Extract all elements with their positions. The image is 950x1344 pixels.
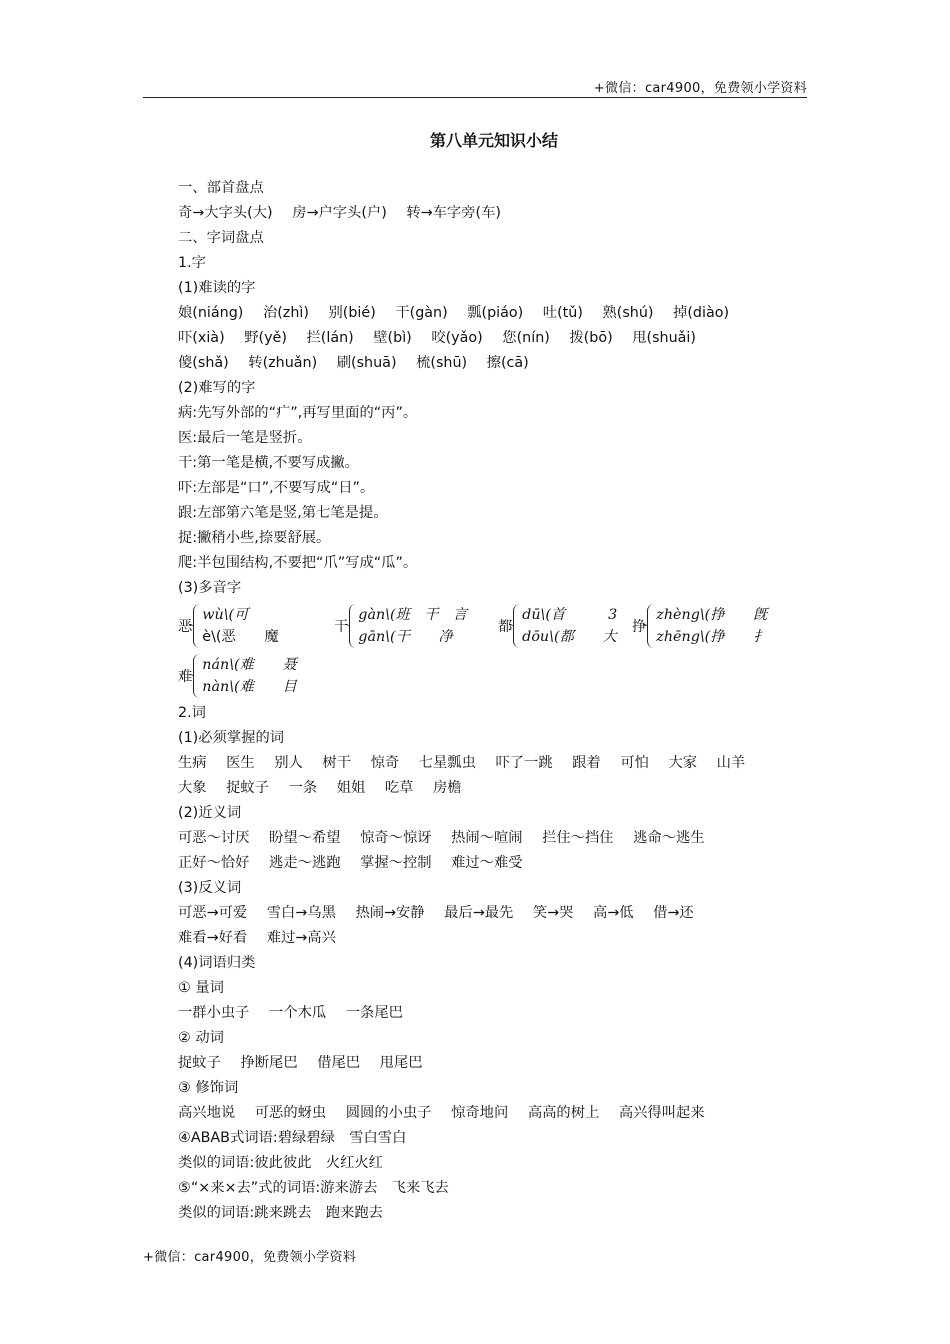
list-item: 转(zhuǎn)	[248, 355, 318, 371]
list-item: 傻(shǎ)	[178, 355, 229, 371]
list-item: 挣断尾巴	[240, 1055, 298, 1071]
category-heading: ① 量词	[178, 980, 224, 996]
list-item: 热闹～喧闹	[451, 830, 523, 846]
list-item: 最后→最先	[444, 905, 514, 921]
list-item: 惊奇	[370, 755, 400, 771]
list-item: 捉蚊子	[226, 780, 270, 796]
sub-heading: (1)难读的字	[178, 280, 256, 296]
polyphone-item	[498, 604, 626, 648]
category-line: ④ABAB式词语:碧绿碧绿 雪白雪白	[178, 1130, 407, 1146]
word-row	[178, 1051, 818, 1076]
list-item: 咬(yǎo)	[431, 330, 483, 346]
polyphone-reading: zhèng\(挣 旣	[656, 607, 768, 623]
list-item: 惊奇地问	[451, 1105, 509, 1121]
polyphone-reading: zhēng\(挣 扌	[656, 629, 768, 645]
word-row	[178, 1001, 818, 1026]
category-heading: ③ 修饰词	[178, 1080, 239, 1096]
note-line: 爬:半包围结构,不要把“爪”写成“瓜”。	[178, 555, 418, 571]
list-item: 树干	[322, 755, 352, 771]
header-rule	[143, 97, 807, 98]
list-item: 瓢(piáo)	[467, 305, 524, 321]
polyphone-reading: wù\(可	[202, 607, 249, 623]
category-line: ⑤“×来×去”式的词语:游来游去 飞来飞去	[178, 1180, 449, 1196]
note-line: 干:第一笔是横,不要写成撇。	[178, 455, 359, 471]
list-item: 吓(xià)	[178, 330, 225, 346]
section-heading: 一、部首盘点	[178, 180, 264, 196]
list-item: 医生	[226, 755, 255, 771]
list-item: 可恶的蚜虫	[254, 1105, 327, 1121]
page-title: 第八单元知识小结	[429, 131, 558, 150]
polyphone-reading: è\(恶 魔	[202, 629, 279, 645]
hard-read-row	[178, 326, 818, 351]
sub-heading: (2)难写的字	[178, 380, 256, 396]
polyphone-char: 挣	[632, 619, 647, 635]
list-item: 盼望～希望	[269, 830, 341, 846]
note-line: 跟:左部第六笔是竖,第七笔是提。	[178, 505, 388, 521]
brace-icon	[193, 604, 200, 648]
list-item: 高兴得叫起来	[618, 1105, 705, 1121]
polyphone-item	[178, 604, 328, 648]
list-item: 别人	[274, 755, 303, 771]
list-item: 梳(shū)	[416, 355, 468, 371]
sub-heading: (2)近义词	[178, 805, 242, 821]
brace-icon	[193, 654, 200, 698]
list-item: 刷(shuā)	[336, 355, 397, 371]
list-item: 逃命～逃生	[633, 830, 705, 846]
list-item: 难看→好看	[178, 930, 248, 946]
word-row	[178, 826, 818, 851]
list-item: 一条	[288, 780, 318, 796]
document-body	[178, 176, 818, 1226]
sub-heading: (3)多音字	[178, 580, 242, 596]
word-row	[178, 1101, 818, 1126]
polyphone-char: 难	[178, 669, 193, 685]
list-item: 七星瓢虫	[418, 755, 476, 771]
list-item: 大象	[178, 780, 207, 796]
list-item: 难过～难受	[451, 855, 523, 871]
list-item: 一群小虫子	[178, 1005, 250, 1021]
polyphone-row	[178, 601, 818, 651]
word-row	[178, 851, 818, 876]
list-item: 别(bié)	[328, 305, 376, 321]
word-row	[178, 751, 818, 776]
category-line: 类似的词语:彼此彼此 火红火红	[178, 1155, 383, 1171]
list-item: 熟(shú)	[602, 305, 654, 321]
list-item: 难过→高兴	[266, 930, 336, 946]
list-item: 可恶→可爱	[178, 905, 248, 921]
radical-list	[178, 201, 818, 226]
list-item: 圆圆的小虫子	[345, 1105, 432, 1121]
note-line: 吓:左部是“口”,不要写成“日”。	[178, 480, 375, 496]
list-item: 一条尾巴	[345, 1005, 403, 1021]
list-item: 拦(lán)	[306, 330, 354, 346]
note-line: 捉:撇稍小些,捺要舒展。	[178, 530, 331, 546]
list-item: 房檐	[433, 780, 462, 796]
note-line: 医:最后一笔是竖折。	[178, 430, 312, 446]
polyphone-reading: gàn\(班 干 言	[358, 607, 468, 623]
polyphone-reading: dōu\(都 大	[522, 629, 617, 645]
sub-heading: 1.字	[178, 255, 206, 271]
word-row	[178, 901, 818, 926]
sub-heading: (1)必须掌握的词	[178, 730, 285, 746]
list-item: 您(nín)	[502, 330, 550, 346]
list-item: 娘(niáng)	[178, 305, 244, 321]
list-item: 大家	[668, 755, 698, 771]
list-item: 逃走～逃跑	[269, 855, 341, 871]
list-item: 掉(diào)	[673, 305, 730, 321]
list-item: 掌握～控制	[360, 855, 432, 871]
hard-read-row	[178, 301, 818, 326]
list-item: 一个木瓜	[269, 1005, 327, 1021]
word-row	[178, 776, 818, 801]
list-item: 干(gàn)	[395, 305, 448, 321]
category-heading: ② 动词	[178, 1030, 224, 1046]
polyphone-char: 恶	[178, 619, 193, 635]
note-line: 病:先写外部的“疒”,再写里面的“丙”。	[178, 405, 418, 421]
list-item: 高高的树上	[527, 1105, 600, 1121]
list-item: 借→还	[653, 905, 694, 921]
list-item: 雪白→乌黑	[266, 905, 336, 921]
list-item: 笑→哭	[532, 905, 574, 921]
list-item: 吐(tǔ)	[542, 305, 583, 321]
list-item: 擦(cā)	[486, 355, 529, 371]
list-item: 高→低	[593, 905, 634, 921]
sub-heading: (3)反义词	[178, 880, 242, 896]
list-item: 野(yě)	[244, 330, 287, 346]
brace-icon	[647, 604, 654, 648]
polyphone-row	[178, 651, 818, 701]
list-item: 甩尾巴	[379, 1055, 423, 1071]
list-item: 甩(shuǎi)	[632, 330, 696, 346]
polyphone-reading: nàn\(难 目	[202, 679, 297, 695]
list-item: 壁(bì)	[373, 330, 412, 346]
list-item: 借尾巴	[317, 1055, 361, 1071]
header-text: +微信：car4900，免费领小学资料	[593, 81, 807, 96]
list-item: 可恶～讨厌	[178, 830, 250, 846]
brace-icon	[513, 604, 520, 648]
list-item: 拨(bō)	[569, 330, 613, 346]
list-item: 生病	[178, 755, 207, 771]
hard-read-row	[178, 351, 818, 376]
list-item: 吃草	[384, 780, 414, 796]
polyphone-reading: gān\(干 净	[358, 629, 453, 645]
footer-text: +微信：car4900，免费领小学资料	[143, 1250, 357, 1265]
section-heading: 二、字词盘点	[178, 230, 264, 246]
list-item: 转→车字旁(车)	[406, 205, 501, 221]
list-item: 跟着	[572, 755, 601, 771]
polyphone-item	[334, 604, 492, 648]
brace-icon	[349, 604, 356, 648]
list-item: 正好～恰好	[178, 855, 250, 871]
list-item: 惊奇～惊讶	[360, 830, 432, 846]
polyphone-char: 都	[498, 619, 513, 635]
sub-heading: (4)词语归类	[178, 955, 256, 971]
list-item: 奇→大字头(大)	[178, 205, 273, 221]
list-item: 高兴地说	[178, 1105, 236, 1121]
word-row	[178, 926, 818, 951]
list-item: 治(zhì)	[262, 305, 309, 321]
list-item: 山羊	[716, 755, 746, 771]
polyphone-char: 干	[334, 619, 349, 635]
polyphone-reading: nán\(难 聂	[202, 657, 297, 673]
list-item: 捉蚊子	[178, 1055, 221, 1071]
list-item: 可怕	[620, 755, 649, 771]
polyphone-item	[178, 654, 318, 698]
list-item: 拦住～挡住	[542, 830, 614, 846]
list-item: 房→户字头(户)	[292, 205, 387, 221]
polyphone-reading: dū\(首 3	[522, 607, 618, 623]
category-line: 类似的词语:跳来跳去 跑来跑去	[178, 1205, 383, 1221]
list-item: 吓了一跳	[495, 755, 553, 771]
sub-heading: 2.词	[178, 705, 206, 721]
list-item: 姐姐	[336, 780, 366, 796]
polyphone-item	[632, 604, 782, 648]
list-item: 热闹→安静	[355, 905, 425, 921]
